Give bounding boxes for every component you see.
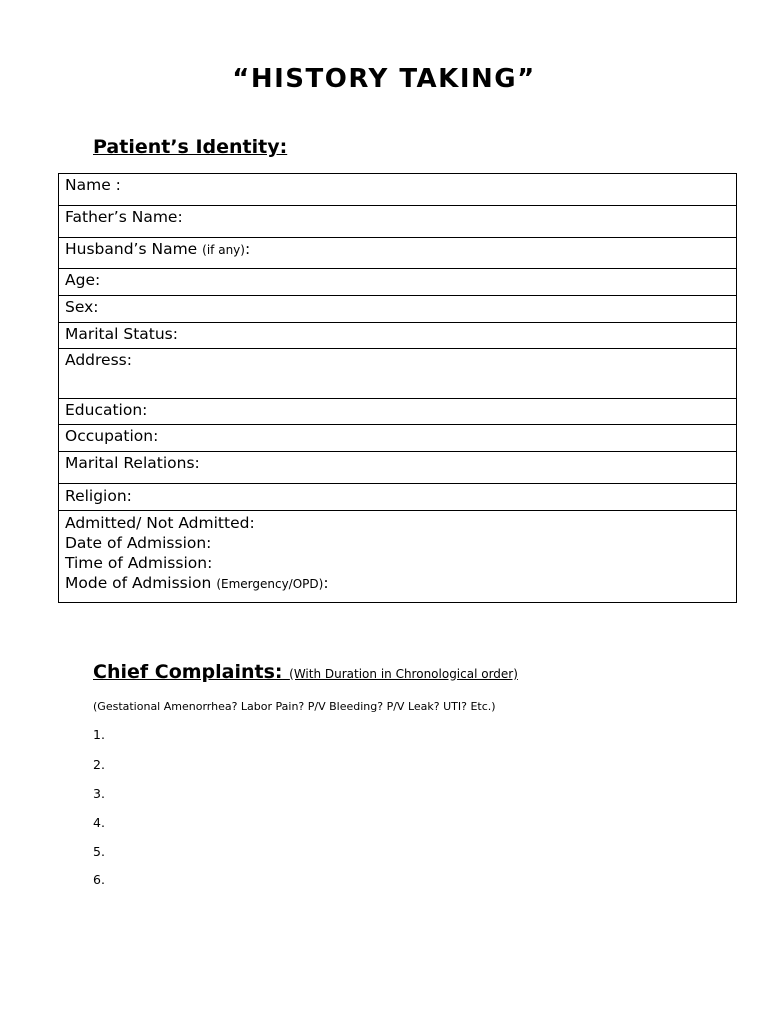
table-row — [59, 206, 737, 238]
marital-relations-label: Marital Relations: — [65, 454, 200, 472]
list-item: 5. — [93, 844, 105, 859]
table-row — [59, 399, 737, 425]
sex-label: Sex: — [65, 298, 99, 316]
address-label: Address: — [65, 351, 132, 369]
table-row — [59, 511, 737, 603]
address-field[interactable] — [59, 349, 737, 399]
admitted-label: Admitted/ Not Admitted: — [65, 514, 255, 532]
table-row — [59, 323, 737, 349]
marital-status-label: Marital Status: — [65, 325, 178, 343]
document-title: “HISTORY TAKING” — [232, 64, 536, 94]
table-row — [59, 452, 737, 484]
chief-complaints-title: Chief Complaints: — [93, 661, 283, 683]
list-item: 6. — [93, 872, 105, 887]
list-item: 2. — [93, 757, 105, 772]
marital-relations-field[interactable] — [59, 452, 737, 484]
name-label: Name : — [65, 176, 121, 194]
table-row — [59, 269, 737, 296]
table-row — [59, 238, 737, 269]
age-field[interactable] — [59, 269, 737, 296]
mode-of-admission-label: Mode of Admission — [65, 574, 212, 592]
marital-status-field[interactable] — [59, 323, 737, 349]
occupation-field[interactable] — [59, 425, 737, 452]
name-field[interactable] — [59, 174, 737, 206]
complaints-hint: (Gestational Amenorrhea? Labor Pain? P/V Bleeding? P/V Leak? UTI? Etc.) — [93, 700, 496, 713]
occupation-label: Occupation: — [65, 427, 159, 445]
religion-field[interactable] — [59, 484, 737, 511]
chief-complaints-note: (With Duration in Chronological order) — [289, 667, 518, 681]
age-label: Age: — [65, 271, 101, 289]
time-of-admission-label: Time of Admission: — [65, 554, 213, 572]
table-row — [59, 484, 737, 511]
table-row — [59, 349, 737, 399]
husband-name-label: Husband’s Name — [65, 240, 198, 258]
patient-identity-heading: Patient’s Identity: — [93, 136, 288, 158]
mode-of-admission-colon: : — [323, 574, 329, 592]
list-item: 1. — [93, 727, 105, 742]
father-name-label: Father’s Name: — [65, 208, 183, 226]
chief-complaints-heading — [93, 661, 518, 683]
education-label: Education: — [65, 401, 148, 419]
table-row — [59, 425, 737, 452]
table-row — [59, 174, 737, 206]
patient-identity-table — [58, 173, 737, 603]
education-field[interactable] — [59, 399, 737, 425]
list-item: 3. — [93, 786, 105, 801]
father-name-field[interactable] — [59, 206, 737, 238]
religion-label: Religion: — [65, 487, 132, 505]
date-of-admission-label: Date of Admission: — [65, 534, 212, 552]
admission-field[interactable] — [59, 511, 737, 603]
husband-name-colon: : — [244, 240, 251, 258]
husband-name-field[interactable] — [59, 238, 737, 269]
husband-name-note: (if any) — [202, 243, 245, 257]
table-row — [59, 296, 737, 323]
sex-field[interactable] — [59, 296, 737, 323]
list-item: 4. — [93, 815, 105, 830]
mode-of-admission-note: (Emergency/OPD) — [216, 577, 324, 591]
